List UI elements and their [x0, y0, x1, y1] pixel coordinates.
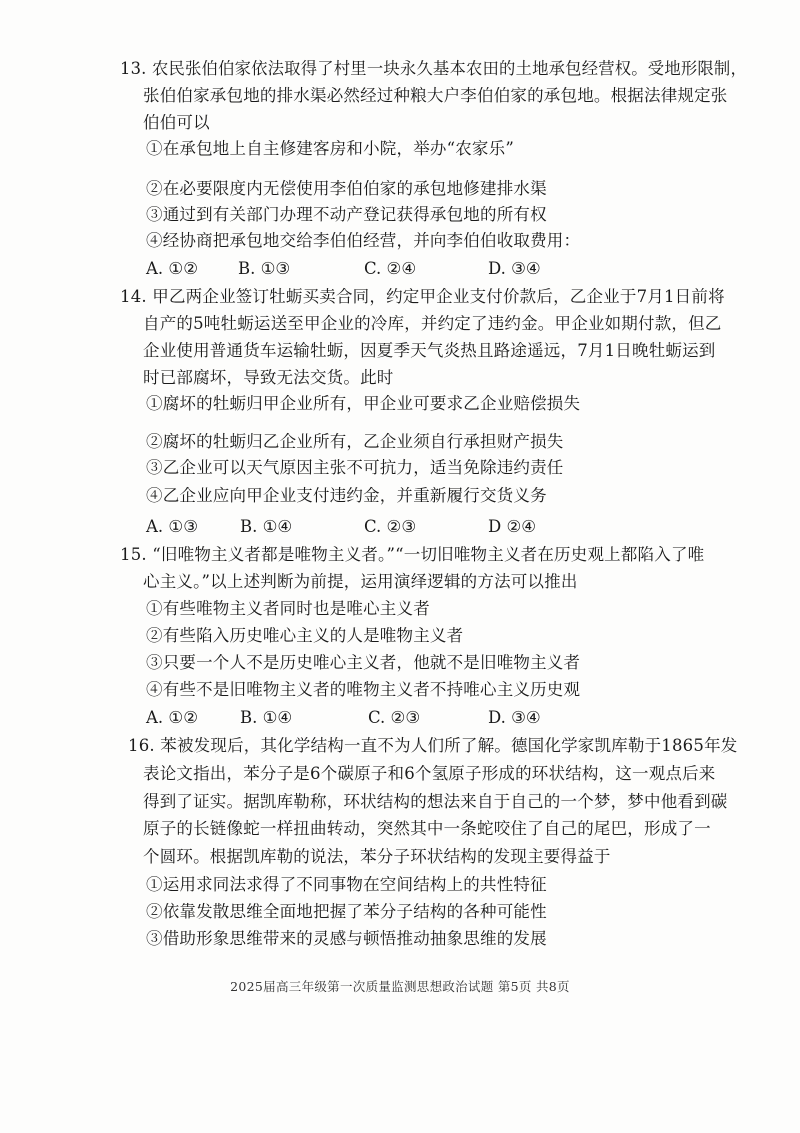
question-16-stem-line-3: 得到了证实。据凯库勒称，环状结构的想法来自于自己的一个梦，梦中他看到碳 — [143, 792, 728, 811]
question-16-stem-line-4: 原子的长链像蛇一样扭曲转动，突然其中一条蛇咬住了自己的尾巴，形成了一 — [143, 819, 711, 838]
question-14-statement-2: ②腐坏的牡蛎归乙企业所有，乙企业须自行承担财产损失 — [146, 432, 564, 451]
question-15-statement-3: ③只要一个人不是历史唯心主义者，他就不是旧唯物主义者 — [146, 653, 581, 672]
question-14-option-d: D ②④ — [488, 517, 537, 536]
question-14-stem-line-4: 时已部腐坏，导致无法交货。此时 — [143, 368, 394, 387]
question-15-option-c: C. ②③ — [368, 708, 421, 727]
question-13-statement-2: ②在必要限度内无偿使用李伯伯家的承包地修建排水渠 — [146, 179, 547, 198]
question-14-option-a: A. ①③ — [146, 517, 198, 536]
question-13-stem-line-2: 张伯伯家承包地的排水渠必然经过种粮大户李伯伯家的承包地。根据法律规定张 — [143, 86, 728, 105]
question-15-statement-4: ④有些不是旧唯物主义者的唯物主义者不持唯心主义历史观 — [146, 680, 581, 699]
question-14-option-c: C. ②③ — [364, 517, 417, 536]
question-14-stem-line-3: 企业使用普通货车运输牡蛎，因夏季天气炎热且路途遥远，7月1日晚牡蛎运到 — [143, 341, 716, 360]
question-16-statement-1: ①运用求同法求得了不同事物在空间结构上的共性特征 — [146, 875, 547, 894]
question-16-stem-line-5: 个圆环。根据凯库勒的说法，苯分子环状结构的发现主要得益于 — [143, 847, 611, 866]
question-16-stem-line-1: 16. 苯被发现后，其化学结构一直不为人们所了解。德国化学家凯库勒于1865年发 — [128, 736, 738, 755]
question-14-statement-1: ①腐坏的牡蛎归甲企业所有，甲企业可要求乙企业赔偿损失 — [146, 394, 581, 413]
question-16-statement-2: ②依靠发散思维全面地把握了苯分子结构的各种可能性 — [146, 902, 547, 921]
question-15-statement-1: ①有些唯物主义者同时也是唯心主义者 — [146, 599, 430, 618]
question-15-option-b: B. ①④ — [240, 708, 293, 727]
page-footer: 2025届高三年级第一次质量监测思想政治试题 第5页 共8页 — [230, 979, 570, 994]
question-13-option-d: D. ③④ — [488, 259, 541, 278]
question-13-statement-1: ①在承包地上自主修建客房和小院，举办“农家乐” — [146, 139, 514, 158]
question-16-stem-line-2: 表论文指出，苯分子是6个碳原子和6个氢原子形成的环状结构，这一观点后来 — [143, 764, 716, 783]
question-13-option-a: A. ①② — [146, 259, 198, 278]
question-13-options — [146, 257, 586, 281]
question-13-statement-4: ④经协商把承包地交给李伯伯经营，并向李伯伯收取费用： — [146, 231, 581, 250]
question-13-option-b: B. ①③ — [238, 259, 291, 278]
question-13-option-c: C. ②④ — [364, 259, 417, 278]
question-13-statement-3: ③通过到有关部门办理不动产登记获得承包地的所有权 — [146, 205, 547, 224]
question-14-statement-3: ③乙企业可以天气原因主张不可抗力，适当免除违约责任 — [146, 458, 564, 477]
question-15-statement-2: ②有些陷入历史唯心主义的人是唯物主义者 — [146, 626, 464, 645]
question-15-option-d: D. ③④ — [488, 708, 541, 727]
question-16-statement-3: ③借助形象思维带来的灵感与顿悟推动抽象思维的发展 — [146, 929, 547, 948]
question-15-stem-line-1: 15. “旧唯物主义者都是唯物主义者。”“一切旧唯物主义者在历史观上都陷入了唯 — [120, 545, 705, 564]
question-15-options — [146, 706, 586, 730]
question-14-statement-4: ④乙企业应向甲企业支付违约金，并重新履行交货义务 — [146, 486, 547, 505]
question-14-stem-line-1: 14. 甲乙两企业签订牡蛎买卖合同，约定甲企业支付价款后，乙企业于7月1日前将 — [120, 287, 725, 306]
question-14-stem-line-2: 自产的5吨牡蛎运送至甲企业的冷库，并约定了违约金。甲企业如期付款，但乙 — [143, 314, 722, 333]
question-14-option-b: B. ①④ — [240, 517, 293, 536]
question-13-stem-line-1: 13. 农民张伯伯家依法取得了村里一块永久基本农田的土地承包经营权。受地形限制， — [120, 59, 747, 78]
question-15-option-a: A. ①② — [146, 708, 198, 727]
question-15-stem-line-2: 心主义。”以上述判断为前提，运用演绎逻辑的方法可以推出 — [143, 572, 578, 591]
question-13-stem-line-3: 伯伯可以 — [143, 113, 210, 132]
question-14-options — [146, 515, 586, 539]
